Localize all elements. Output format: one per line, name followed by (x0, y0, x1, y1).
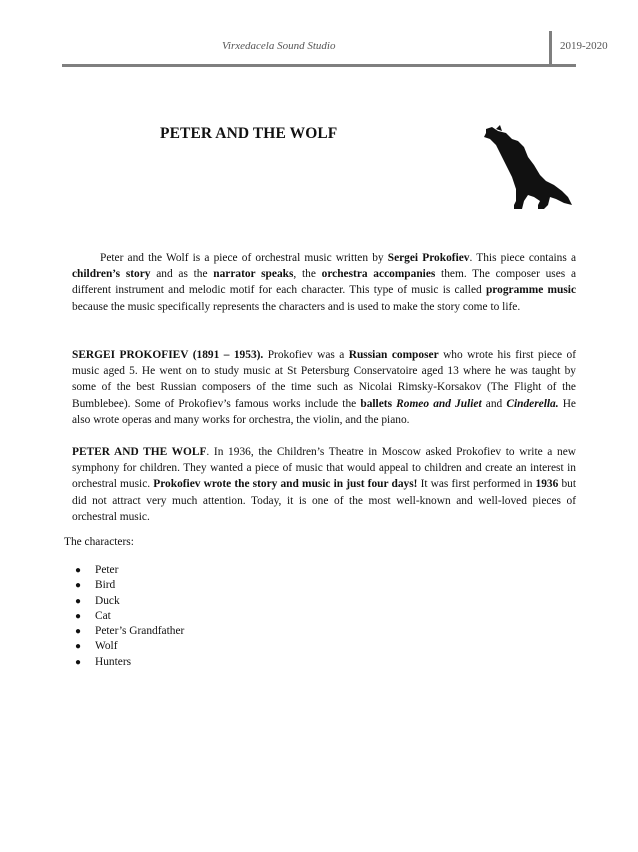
list-item: ● Wolf (75, 639, 184, 654)
list-item: ● Peter’s Grandfather (75, 624, 184, 639)
header-separator (549, 31, 552, 65)
header-rule (62, 64, 576, 67)
bullet-icon: ● (75, 565, 82, 576)
history-heading: PETER AND THE WOLF (72, 446, 207, 458)
intro-paragraph: Peter and the Wolf is a piece of orchestral music written by Sergei Prokofiev. This piece contains a children’s story and as the narrator speaks, the orchestra accompanies them. The composer uses a different instrument and melodic motif for each character. This type of music is called programme music because the music specifically represents the characters and is used to make the story come to life. (72, 252, 577, 313)
history-paragraph: PETER AND THE WOLF. In 1936, the Children’s Theatre in Moscow asked Prokofiev to write a new symphony for children. They wanted a piece of music that would appeal to children and create an interest in orchestral music. Prokofiev wrote the story and music in just four days! It was first performed in 1936 but did not attract very much attention. Today, it is one of the most well-known and well-loved pieces of orchestral music. (72, 446, 576, 523)
howling-wolf-icon (478, 125, 574, 211)
page-title: PETER AND THE WOLF (160, 125, 338, 142)
header-year: 2019-2020 (560, 40, 608, 52)
bullet-icon: ● (75, 595, 82, 607)
bullet-icon: ● (75, 580, 82, 592)
bullet-icon: ● (75, 656, 82, 668)
bullet-icon: ● (75, 641, 82, 653)
list-item: ● Hunters (75, 655, 184, 670)
header-studio-name: Virxedacela Sound Studio (222, 40, 336, 52)
list-item: ● Peter (75, 563, 184, 578)
biography-heading: SERGEI PROKOFIEV (1891 – 1953). (72, 349, 264, 361)
bullet-icon: ● (75, 626, 82, 638)
bullet-icon: ● (75, 610, 82, 622)
list-item: ● Bird (75, 578, 184, 593)
list-item: ● Cat (75, 609, 184, 624)
characters-label: The characters: (64, 536, 134, 548)
biography-paragraph: SERGEI PROKOFIEV (1891 – 1953). Prokofiev was a Russian composer who wrote his first piece of music aged 5. He went on to study music at St Petersburg Conservatoire aged 13 where he was taught by some of the best Russian composers of the time such as Nicolai Rimsky-Korsakov (The Flight of the Bumblebee). Some of Prokofiev’s famous works include the ballets Romeo and Juliet and Cinderella. He also wrote operas and many works for orchestra, the violin, and the piano. (72, 349, 576, 426)
list-item: ● Duck (75, 594, 184, 609)
characters-list (75, 563, 184, 670)
